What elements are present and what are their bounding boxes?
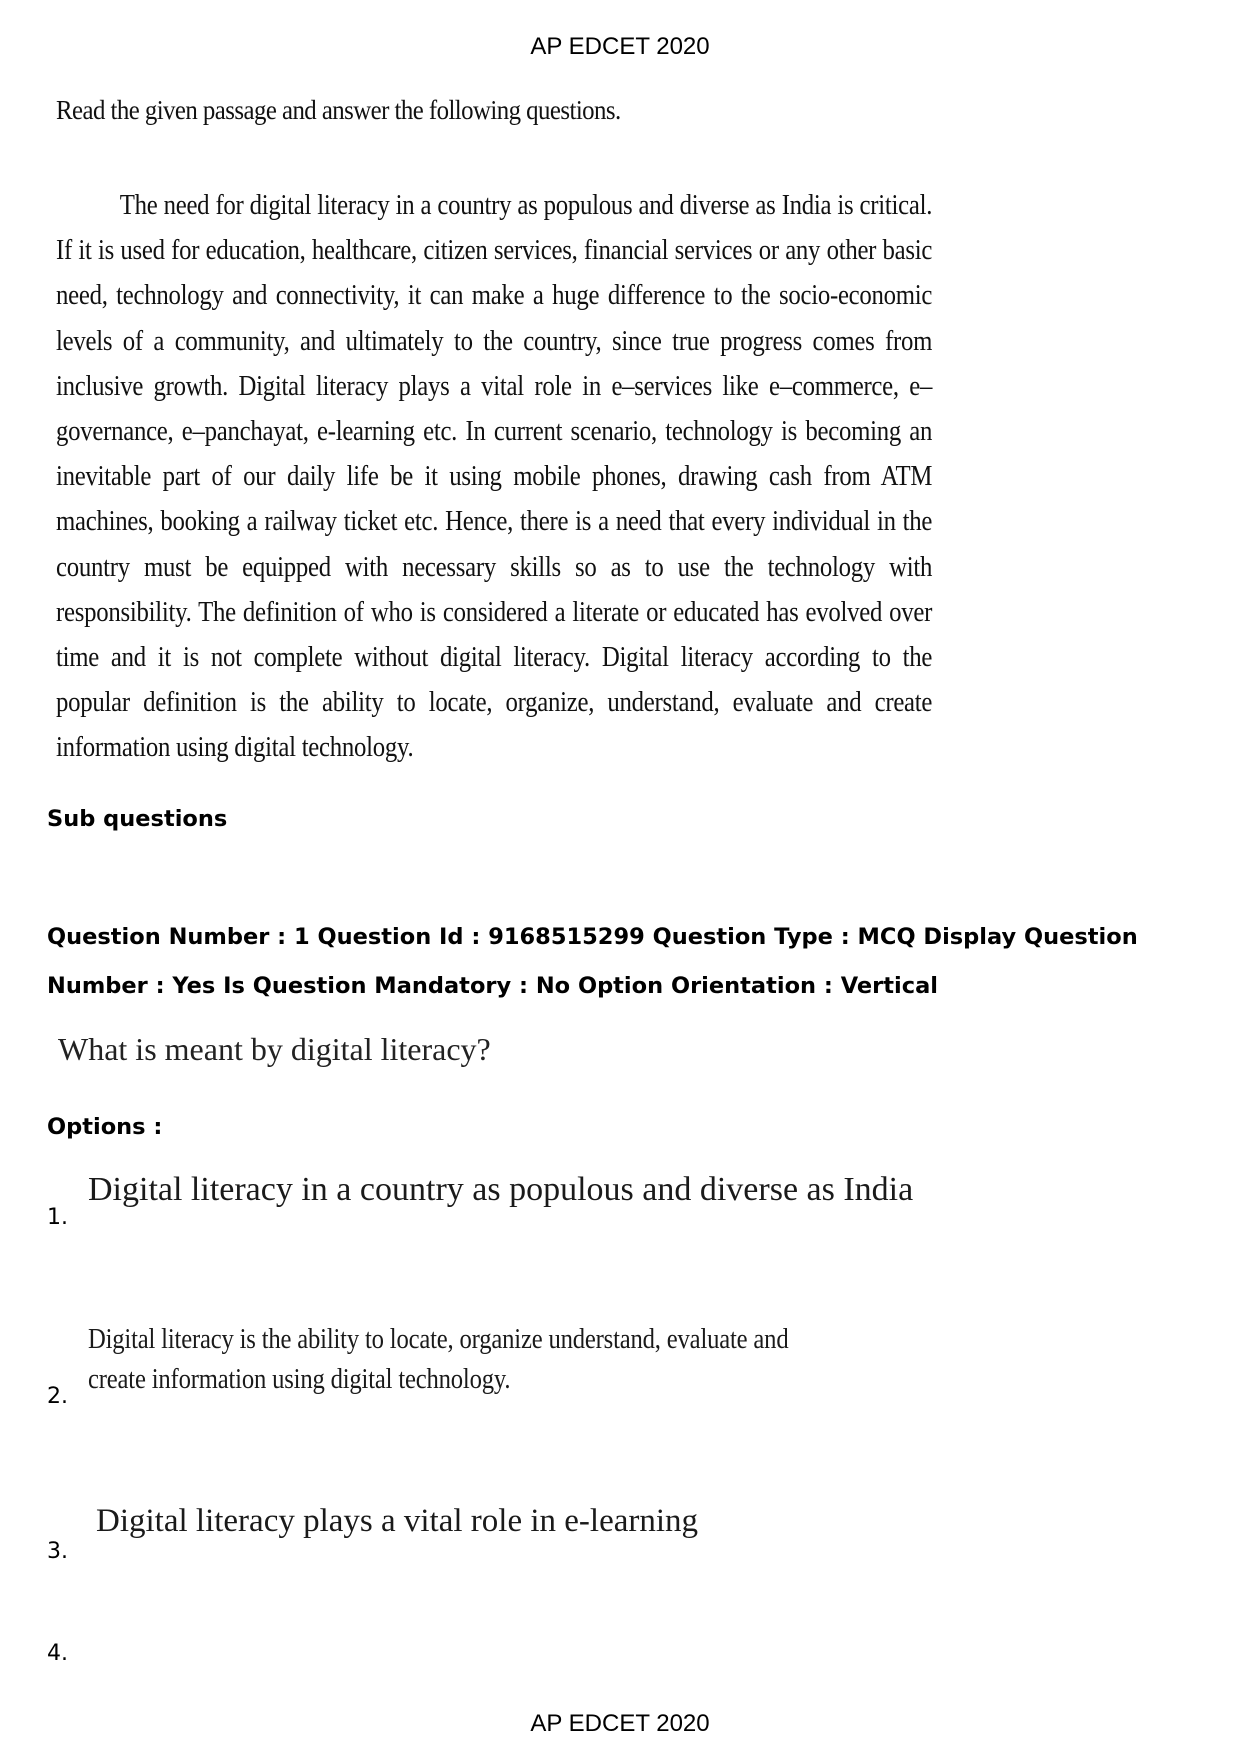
option-2-number: 2. bbox=[47, 1384, 68, 1409]
option-3-number: 3. bbox=[47, 1539, 68, 1564]
sub-questions-label: Sub questions bbox=[47, 806, 228, 832]
question-meta: Question Number : 1 Question Id : 9168515299 Question Type : MCQ Display Question Number : Yes Is Question Mandatory : No Option Orientation : Vertical bbox=[47, 924, 1138, 999]
page-header: AP EDCET 2020 bbox=[530, 33, 710, 60]
passage-text: The need for digital literacy in a country as populous and diverse as India is critical. If it is used for education, healthcare, citizen services, financial services or any other basic need, technology and connectivity, it can make a huge difference to the socio-economic levels of a community, and ultimately to the country, since true progress comes from inclusive growth. Digital literacy plays a vital role in e–services like e–commerce, e–governance, e–panchayat, e-learning etc. In current scenario, technology is becoming an inevitable part of our daily life be it using mobile phones, drawing cash from ATM machines, booking a railway ticket etc. Hence, there is a need that every individual in the country must be equipped with necessary skills so as to use the technology with responsibility. The definition of who is considered a literate or educated has evolved over time and it is not complete without digital literacy. Digital literacy according to the popular definition is the ability to locate, organize, understand, evaluate and create information using digital technology. bbox=[56, 190, 933, 764]
option-4-number: 4. bbox=[47, 1641, 68, 1666]
option-1-text: Digital literacy in a country as populous and diverse as India bbox=[88, 1171, 914, 1208]
option-2-text: Digital literacy is the ability to locate, organize understand, evaluate and create information using digital technology. bbox=[88, 1324, 789, 1395]
question-text: What is meant by digital literacy? bbox=[58, 1031, 491, 1067]
options-label: Options : bbox=[47, 1114, 163, 1140]
option-1-number: 1. bbox=[47, 1205, 68, 1230]
passage-instruction: Read the given passage and answer the following questions. bbox=[56, 95, 621, 125]
option-3-text: Digital literacy plays a vital role in e-learning bbox=[96, 1503, 699, 1539]
page-footer: AP EDCET 2020 bbox=[530, 1710, 710, 1737]
